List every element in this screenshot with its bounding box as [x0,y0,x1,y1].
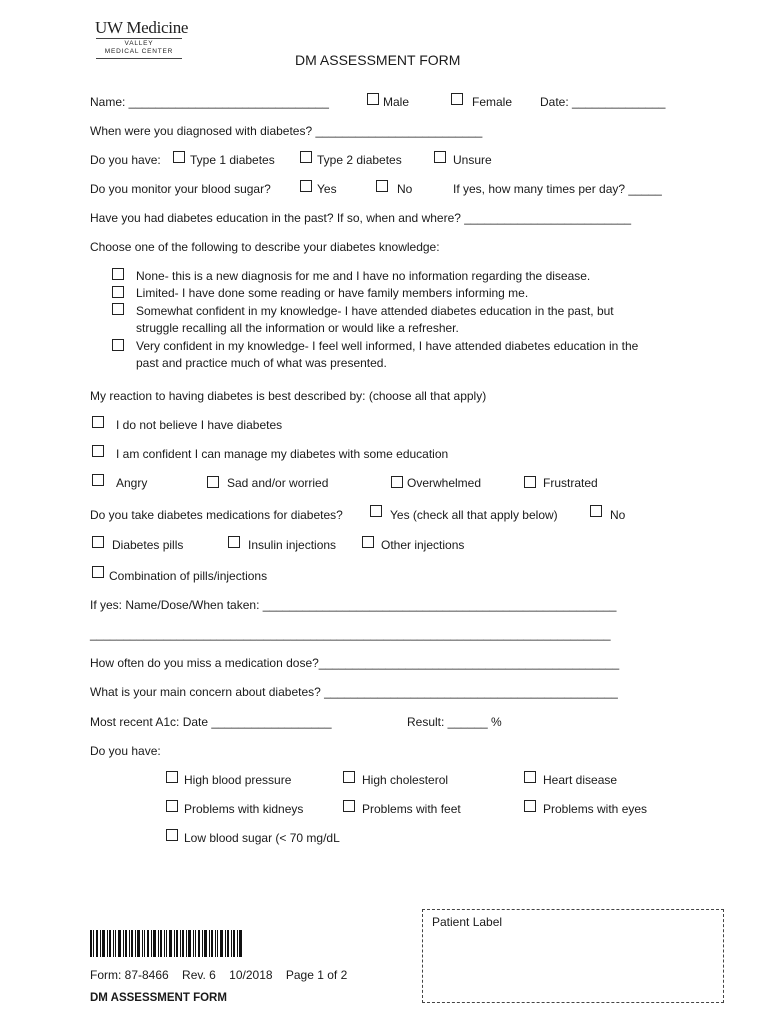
overwhelmed-label: Overwhelmed [407,476,482,490]
not-believe-label: I do not believe I have diabetes [116,418,283,432]
knowledge-limited-checkbox[interactable] [112,286,124,298]
education-field[interactable]: Have you had diabetes education in the past? If so, when and where? _________________________ [90,211,632,225]
angry-checkbox[interactable] [92,474,104,486]
heart-disease-checkbox[interactable] [524,771,536,783]
barcode-image [90,930,243,957]
type1-checkbox[interactable] [173,151,185,163]
name-dose-continuation-line[interactable]: ______________________________________________________________________________ [90,627,611,641]
main-concern-field[interactable]: What is your main concern about diabetes? ____________________________________________ [90,685,618,699]
knowledge-none-label: None- this is a new diagnosis for me and I have no information regarding the disease. [136,269,591,283]
date-field[interactable]: Date: ______________ [540,95,666,109]
unsure-checkbox[interactable] [434,151,446,163]
monitor-no-checkbox[interactable] [376,180,388,192]
angry-label: Angry [116,476,148,490]
medications-no-label: No [610,508,626,522]
female-label: Female [472,95,513,109]
high-chol-checkbox[interactable] [343,771,355,783]
footer-form-title: DM ASSESSMENT FORM [90,992,227,1004]
unsure-label: Unsure [453,153,492,167]
eyes-checkbox[interactable] [524,800,536,812]
frustrated-label: Frustrated [543,476,598,490]
knowledge-very-checkbox[interactable] [112,339,124,351]
knowledge-none-checkbox[interactable] [112,268,124,280]
logo-subtitle-line1: VALLEY [124,40,154,47]
feet-label: Problems with feet [362,802,461,816]
medications-yes-label: Yes (check all that apply below) [390,508,558,522]
feet-checkbox[interactable] [343,800,355,812]
type2-label: Type 2 diabetes [317,153,402,167]
low-sugar-label: Low blood sugar (< 70 mg/dL [184,831,340,845]
combination-checkbox[interactable] [92,566,104,578]
diagnosed-field[interactable]: When were you diagnosed with diabetes? _________________________ [90,124,483,138]
high-chol-label: High cholesterol [362,773,449,787]
kidneys-checkbox[interactable] [166,800,178,812]
insulin-checkbox[interactable] [228,536,240,548]
other-injections-label: Other injections [381,538,465,552]
medications-yes-checkbox[interactable] [370,505,382,517]
type1-label: Type 1 diabetes [190,153,275,167]
times-per-day-field[interactable]: If yes, how many times per day? _____ [453,182,662,196]
kidneys-label: Problems with kidneys [184,802,304,816]
knowledge-somewhat-checkbox[interactable] [112,303,124,315]
knowledge-somewhat-label-2: struggle recalling all the information or would like a refresher. [136,321,459,335]
monitor-label: Do you monitor your blood sugar? [90,182,271,196]
monitor-yes-checkbox[interactable] [300,180,312,192]
high-bp-label: High blood pressure [184,773,292,787]
insulin-label: Insulin injections [248,538,337,552]
not-believe-checkbox[interactable] [92,416,104,428]
logo-subtitle-line2: MEDICAL CENTER [104,48,174,55]
eyes-label: Problems with eyes [543,802,648,816]
miss-dose-field[interactable]: How often do you miss a medication dose?_____________________________________________ [90,656,620,670]
female-checkbox[interactable] [451,93,463,105]
type2-checkbox[interactable] [300,151,312,163]
low-sugar-checkbox[interactable] [166,829,178,841]
monitor-yes-label: Yes [317,182,337,196]
knowledge-somewhat-label-1: Somewhat confident in my knowledge- I have attended diabetes education in the past, but [136,304,614,318]
high-bp-checkbox[interactable] [166,771,178,783]
combination-label: Combination of pills/injections [109,569,268,583]
logo-wordmark: UW Medicine [95,18,189,37]
confident-label: I am confident I can manage my diabetes with some education [116,447,449,461]
logo-rule-bottom [96,58,182,59]
diabetes-pills-label: Diabetes pills [112,538,184,552]
heart-disease-label: Heart disease [543,773,618,787]
medications-no-checkbox[interactable] [590,505,602,517]
knowledge-very-label-2: past and practice much of what was presented. [136,356,387,370]
male-checkbox[interactable] [367,93,379,105]
name-field[interactable]: Name: ______________________________ [90,95,329,109]
knowledge-very-label-1: Very confident in my knowledge- I feel well informed, I have attended diabetes education in the [136,339,639,353]
monitor-no-label: No [397,182,413,196]
frustrated-checkbox[interactable] [524,476,536,488]
confident-checkbox[interactable] [92,445,104,457]
knowledge-prompt: Choose one of the following to describe your diabetes knowledge: [90,240,440,254]
patient-label-text: Patient Label [432,915,503,929]
a1c-date-field[interactable]: Most recent A1c: Date __________________ [90,715,332,729]
diabetes-pills-checkbox[interactable] [92,536,104,548]
knowledge-limited-label: Limited- I have done some reading or have family members informing me. [136,286,529,300]
conditions-label: Do you have: [90,744,161,758]
medications-prompt: Do you take diabetes medications for diabetes? [90,508,343,522]
male-label: Male [383,95,410,109]
reaction-prompt: My reaction to having diabetes is best described by: (choose all that apply) [90,389,487,403]
name-dose-field[interactable]: If yes: Name/Dose/When taken: _____________________________________________________ [90,598,617,612]
overwhelmed-checkbox[interactable] [391,476,403,488]
a1c-result-field[interactable]: Result: ______ % [407,715,502,729]
logo-rule-top [96,38,182,39]
patient-label-box [422,909,724,1003]
sad-label: Sad and/or worried [227,476,329,490]
form-number-info: Form: 87-8466 Rev. 6 10/2018 Page 1 of 2 [90,968,348,982]
form-title: DM ASSESSMENT FORM [295,52,461,68]
other-injections-checkbox[interactable] [362,536,374,548]
sad-checkbox[interactable] [207,476,219,488]
diabetes-type-label: Do you have: [90,153,161,167]
